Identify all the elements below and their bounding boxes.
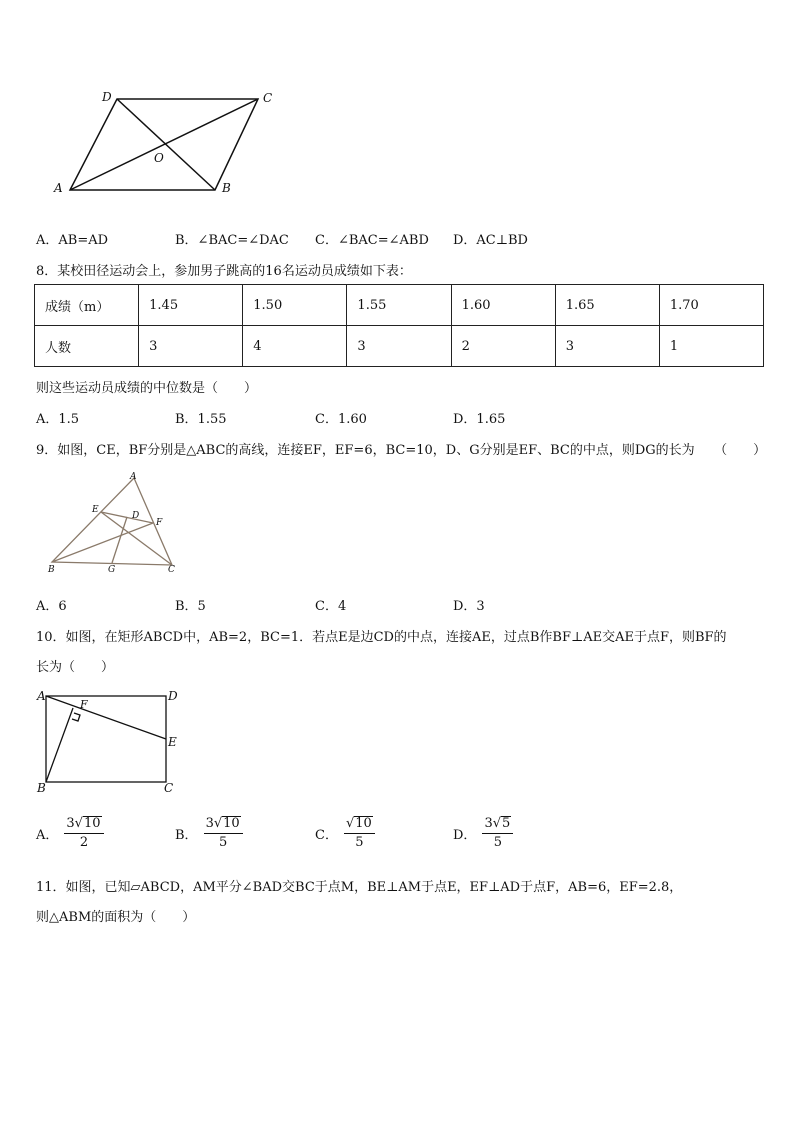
q9-option-d[interactable]: D．3 — [453, 599, 485, 614]
q9-label-f: F — [156, 518, 163, 528]
q7-label-c: C — [263, 91, 273, 105]
q7-label-b: B — [222, 181, 231, 195]
denominator: 5 — [218, 835, 228, 850]
table-cell: 3 — [139, 326, 243, 367]
radicand: 10 — [83, 816, 101, 831]
table-cell: 1.60 — [451, 285, 555, 326]
table-cell: 4 — [243, 326, 347, 367]
q10-rectangle-figure — [34, 684, 184, 799]
q8-option-d[interactable]: D．1.65 — [453, 412, 506, 427]
coefficient: 3 — [66, 816, 75, 831]
radicand: 10 — [223, 816, 240, 831]
q7-label-d: D — [102, 90, 112, 104]
sqrt-icon: √ — [213, 816, 223, 831]
q10-stem-line2: 长为（ ） — [36, 660, 115, 675]
fraction — [344, 816, 375, 851]
sqrt-icon: √ — [492, 816, 502, 831]
q8-option-a[interactable]: A．1.5 — [36, 412, 80, 427]
q11-stem-line2: 则△ABM的面积为（ ） — [36, 910, 196, 925]
option-letter: B． — [175, 828, 198, 843]
q10-label-f: F — [80, 698, 88, 711]
q9-label-c: C — [168, 565, 175, 575]
q10-label-d: D — [168, 689, 178, 703]
table-cell: 1.55 — [347, 285, 451, 326]
radicand: 10 — [355, 816, 372, 831]
coefficient: 3 — [484, 816, 493, 831]
table-cell: 2 — [451, 326, 555, 367]
table-cell: 1.50 — [243, 285, 347, 326]
denominator: 5 — [355, 835, 364, 850]
q9-option-b[interactable]: B．5 — [175, 599, 206, 614]
q9-option-c[interactable]: C．4 — [315, 599, 347, 614]
sqrt-icon: √ — [345, 816, 355, 831]
q7-option-a[interactable]: A．AB=AD — [36, 233, 109, 248]
q10-label-c: C — [164, 781, 174, 795]
q10-option-d[interactable] — [453, 816, 513, 851]
q8-options — [36, 408, 756, 428]
q8-question: 则这些运动员成绩的中位数是（ ） — [36, 381, 258, 396]
table-row — [35, 326, 764, 367]
table-cell: 人数 — [35, 326, 139, 367]
q9-triangle-figure — [42, 470, 192, 575]
q10-option-a[interactable] — [36, 816, 104, 851]
fraction — [482, 816, 513, 851]
q7-option-d[interactable]: D．AC⊥BD — [453, 233, 528, 248]
q10-option-c[interactable] — [315, 816, 375, 851]
table-cell: 成绩（m） — [35, 285, 139, 326]
table-cell: 1.65 — [555, 285, 659, 326]
option-letter: D． — [453, 828, 477, 843]
q11-stem-line1: 11．如图，已知▱ABCD，AM平分∠BAD交BC于点M，BE⊥AM于点E，EF⊥AD于点F，AB=6，EF=2.8， — [36, 880, 683, 895]
q10-label-b: B — [37, 781, 46, 795]
q7-options — [36, 229, 756, 249]
table-cell: 3 — [347, 326, 451, 367]
q7-label-o: O — [154, 151, 164, 165]
q8-stem: 8．某校田径运动会上，参加男子跳高的16名运动员成绩如下表： — [36, 264, 412, 279]
q9-label-d: D — [132, 511, 140, 521]
option-letter: A． — [36, 828, 59, 843]
q8-option-b[interactable]: B．1.55 — [175, 412, 227, 427]
q10-stem-line1: 10．如图，在矩形ABCD中，AB=2，BC=1．若点E是边CD的中点，连接AE，过点B作BF⊥AE交AE于点F，则BF的 — [36, 630, 727, 645]
denominator: 2 — [79, 835, 89, 850]
radicand: 5 — [502, 816, 511, 831]
option-letter: C． — [315, 828, 338, 843]
q8-option-c[interactable]: C．1.60 — [315, 412, 367, 427]
table-cell: 1 — [659, 326, 763, 367]
q10-label-e: E — [168, 735, 177, 749]
q9-stem: 9．如图，CE，BF分别是△ABC的高线，连接EF，EF=6，BC=10，D、G分别是EF、BC的中点，则DG的长为 （ ） — [36, 443, 767, 458]
table-cell: 1.70 — [659, 285, 763, 326]
fraction — [204, 816, 243, 851]
q9-label-a: A — [130, 472, 137, 482]
q10-label-a: A — [37, 689, 46, 703]
table-cell: 3 — [555, 326, 659, 367]
q7-label-a: A — [54, 181, 63, 195]
q8-score-table — [34, 284, 764, 367]
q7-parallelogram-figure — [50, 86, 290, 198]
q7-option-c[interactable]: C．∠BAC=∠ABD — [315, 233, 429, 248]
q9-options — [36, 595, 756, 615]
q10-option-b[interactable] — [175, 816, 243, 851]
sqrt-icon: √ — [74, 816, 83, 831]
table-cell: 1.45 — [139, 285, 243, 326]
q9-label-b: B — [48, 565, 55, 575]
fraction — [64, 816, 103, 851]
q7-option-b[interactable]: B．∠BAC=∠DAC — [175, 233, 289, 248]
q9-option-a[interactable]: A．6 — [36, 599, 67, 614]
q9-label-g: G — [108, 565, 116, 575]
q10-options — [36, 816, 756, 860]
table-row — [35, 285, 764, 326]
coefficient: 3 — [205, 816, 214, 831]
q9-label-e: E — [92, 505, 99, 515]
denominator: 5 — [493, 835, 502, 850]
